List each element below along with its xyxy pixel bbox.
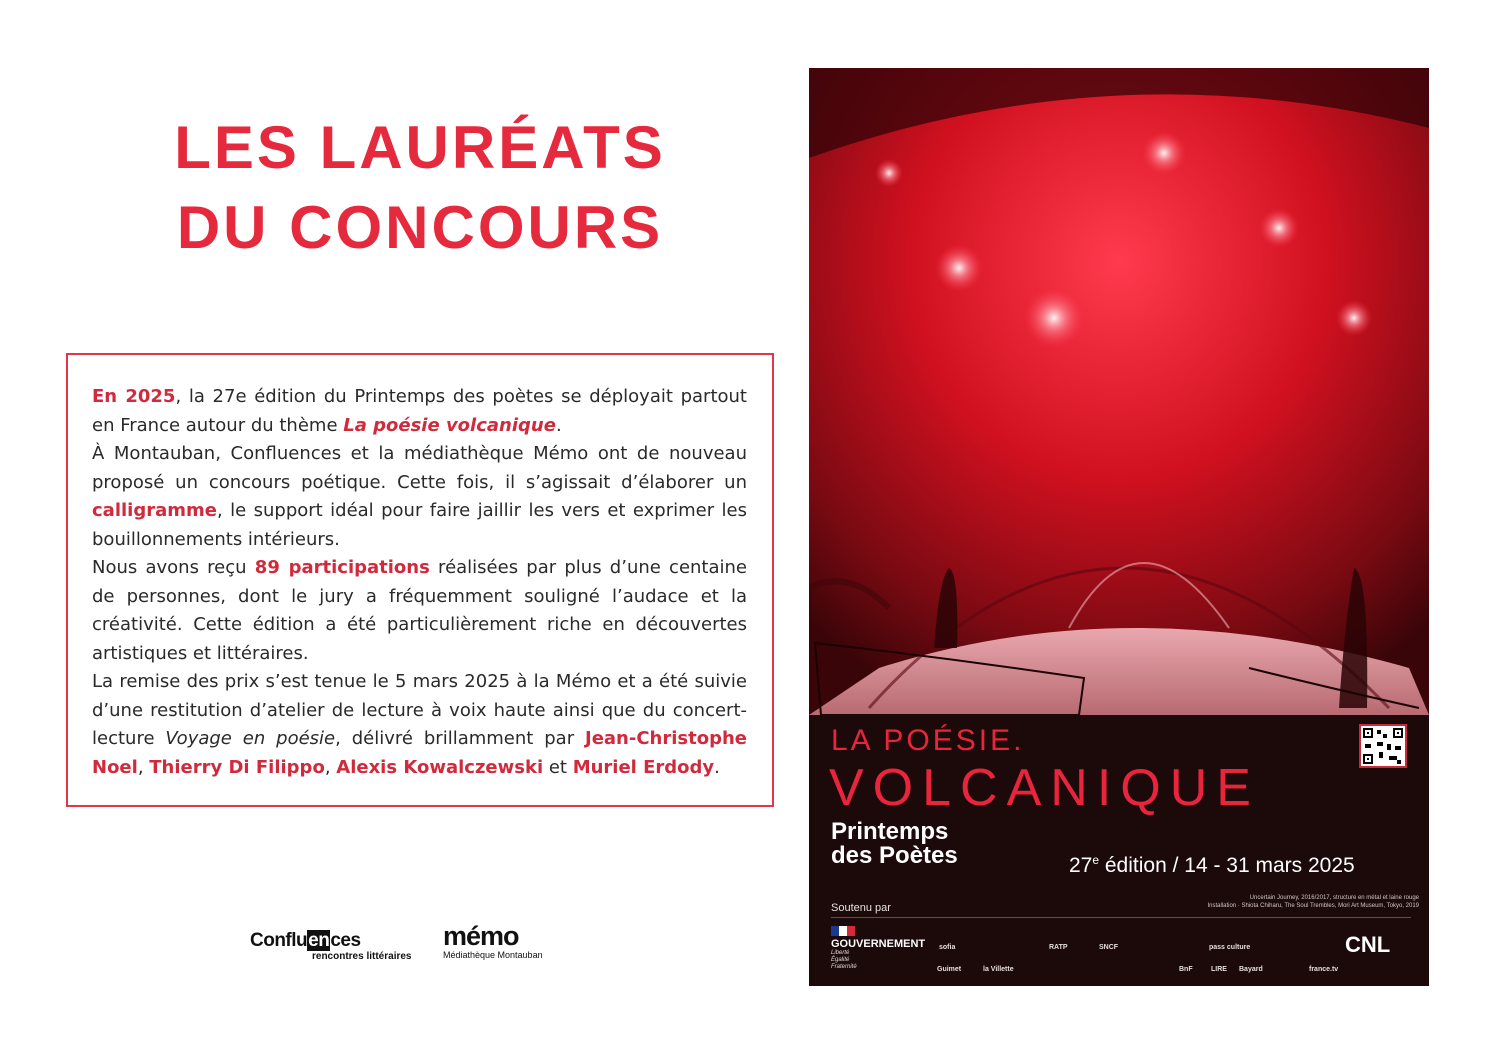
participations-highlight: 89 participations	[254, 557, 430, 578]
logo-text: mémo	[443, 921, 519, 951]
french-flag-icon	[831, 926, 855, 936]
edition-number: 27	[1069, 854, 1093, 877]
partner-logo: SNCF	[1099, 944, 1119, 951]
cnl-logo: CNL	[1345, 932, 1391, 957]
partner-logo: Bayard	[1239, 966, 1263, 973]
edition-text: édition / 14 - 31 mars 2025	[1099, 854, 1355, 877]
text-run: .	[714, 756, 720, 778]
text-run: réalisées par plus d’une centaine de personnes, dont le jury a fréquemment souligné l’audace et la créativité. Cette édition a été particulièrement riche en découvertes artistiques et littéraires.	[92, 557, 748, 664]
text-run: , délivré brillamment par	[335, 728, 585, 749]
motto-line: Liberté	[831, 950, 850, 956]
partner-logo: la Villette	[983, 966, 1014, 973]
text-run: et	[543, 756, 573, 778]
qr-code	[1359, 724, 1407, 768]
calligramme-highlight: calligramme	[92, 500, 217, 521]
text-run: À Montauban, Confluences et la médiathèque Mémo ont de nouveau proposé un concours poétique. Cette fois, il s’agissait d’élaborer un	[92, 443, 747, 493]
body-text	[92, 383, 747, 782]
poster-title-2: VOLCANIQUE	[829, 759, 1260, 817]
text-run: .	[555, 414, 562, 436]
qr-pattern-icon	[1361, 726, 1405, 766]
poster-title-1: LA POÉSIE.	[831, 724, 1025, 757]
confluences-logo	[250, 930, 430, 964]
credit-line: Uncertain Journey, 2016/2017, structure en métal et laine rouge	[1249, 895, 1419, 901]
credit-line: Installation · Shiota Chiharu, The Soul Trembles, Mori Art Museum, Tokyo, 2019	[1207, 903, 1419, 909]
supported-by-label: Soutenu par	[831, 902, 891, 914]
motto-line: Fraternité	[831, 964, 857, 970]
printemps-logo	[831, 820, 958, 868]
text-run: Nous avons reçu	[92, 557, 255, 578]
artist-name: Muriel Erdody	[572, 756, 715, 778]
motto-line: Égalité	[831, 957, 850, 963]
artist-name: Alexis Kowalczewski	[336, 756, 544, 778]
page-title	[150, 108, 690, 268]
partner-logo: Guimet	[937, 966, 962, 973]
text-run: ,	[324, 756, 337, 778]
logo-text: GOUVERNEMENT	[831, 938, 926, 950]
artist-name: Thierry Di Filippo	[149, 756, 325, 778]
logo-text: en	[308, 930, 330, 951]
partner-logo: france.tv	[1309, 966, 1339, 973]
logo-text: Printemps	[831, 818, 949, 845]
title-line-1: LES LAURÉATS	[174, 114, 666, 181]
partner-logos	[909, 940, 1339, 980]
year-highlight: En 2025	[92, 386, 176, 407]
text-run: , le support idéal pour faire jaillir les vers et exprimer les bouillonnements intérieurs.	[92, 500, 747, 550]
partner-logo: LIRE	[1211, 966, 1227, 973]
event-poster	[809, 68, 1429, 986]
logo-text: des Poètes	[831, 842, 958, 869]
partner-logo: RATP	[1049, 944, 1068, 951]
logo-text: ces	[330, 930, 361, 951]
text-run: La remise des prix s’est tenue le 5 mars 2025 à la Mémo et a été suivie d’une restitution d’atelier de lecture à voix haute ainsi que du concert-lecture	[92, 671, 747, 749]
partner-logo: BnF	[1179, 966, 1193, 973]
title-line-2: DU CONCOURS	[176, 194, 664, 261]
theme-highlight: La poésie volcanique	[343, 414, 556, 436]
show-title: Voyage en poésie	[165, 728, 336, 749]
logo-text: Conflu	[250, 930, 308, 951]
artist-name: Jean-Christophe Noel	[92, 728, 747, 778]
text-run: ,	[137, 756, 150, 778]
edition-dates	[1069, 848, 1355, 878]
partner-logo: pass culture	[1209, 944, 1251, 951]
edition-sup: e	[1092, 853, 1100, 867]
poster-photo	[809, 68, 1429, 715]
logo-subtitle: Médiathèque Montauban	[443, 950, 543, 960]
memo-logo	[443, 922, 553, 960]
divider	[831, 917, 1411, 918]
logo-subtitle: rencontres littéraires	[312, 951, 412, 962]
text-run: , la 27e édition du Printemps des poètes se déployait partout en France autour du thème	[92, 386, 747, 436]
partner-logo: sofia	[939, 944, 956, 951]
photo-credit	[1059, 894, 1419, 910]
